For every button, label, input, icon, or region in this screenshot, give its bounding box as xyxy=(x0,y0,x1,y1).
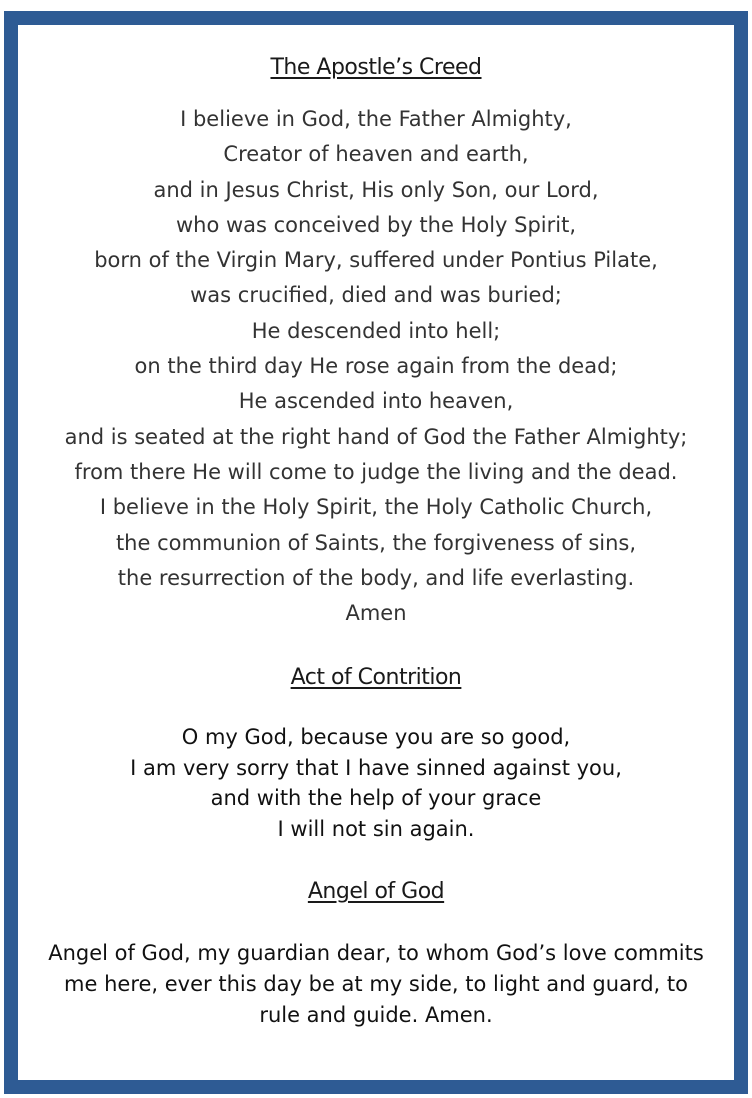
contrition-line: I am very sorry that I have sinned against you, xyxy=(130,755,622,780)
creed-line: and is seated at the right hand of God the Father Almighty; xyxy=(64,424,688,449)
creed-line: the communion of Saints, the forgiveness of sins, xyxy=(115,530,637,555)
creed-line: who was conceived by the Holy Spirit, xyxy=(175,212,577,237)
creed-text xyxy=(18,102,734,631)
contrition-line: O my God, because you are so good, xyxy=(181,725,571,749)
creed-title: The Apostle’s Creed xyxy=(270,55,482,80)
creed-line: I believe in God, the Father Almighty, xyxy=(180,107,572,131)
creed-line: Creator of heaven and earth, xyxy=(223,142,529,167)
page-border-frame xyxy=(4,11,748,1094)
creed-line: was crucified, died and was buried; xyxy=(190,283,562,308)
creed-line: from there He will come to judge the living and the dead. xyxy=(74,459,678,484)
prayer-sheet xyxy=(18,25,734,1080)
contrition-text xyxy=(18,722,734,844)
contrition-line: I will not sin again. xyxy=(277,816,475,841)
angel-prayer-text: Angel of God, my guardian dear, to whom God’s love commits me here, ever this day be at my side, to light and guard, to rule and guide. Amen. xyxy=(48,941,704,1027)
contrition-line: and with the help of your grace xyxy=(210,786,542,810)
contrition-title: Act of Contrition xyxy=(290,665,462,690)
creed-amen: Amen xyxy=(345,601,407,626)
creed-line: I believe in the Holy Spirit, the Holy Catholic Church, xyxy=(99,495,653,520)
creed-line: born of the Virgin Mary, suffered under Pontius Pilate, xyxy=(94,248,658,273)
creed-line: He ascended into heaven, xyxy=(238,389,514,414)
creed-line: He descended into hell; xyxy=(251,318,501,343)
creed-line: and in Jesus Christ, His only Son, our Lord, xyxy=(153,177,599,202)
angel-title: Angel of God xyxy=(307,879,445,904)
creed-line: the resurrection of the body, and life everlasting. xyxy=(117,565,635,590)
creed-line: on the third day He rose again from the dead; xyxy=(134,354,618,379)
